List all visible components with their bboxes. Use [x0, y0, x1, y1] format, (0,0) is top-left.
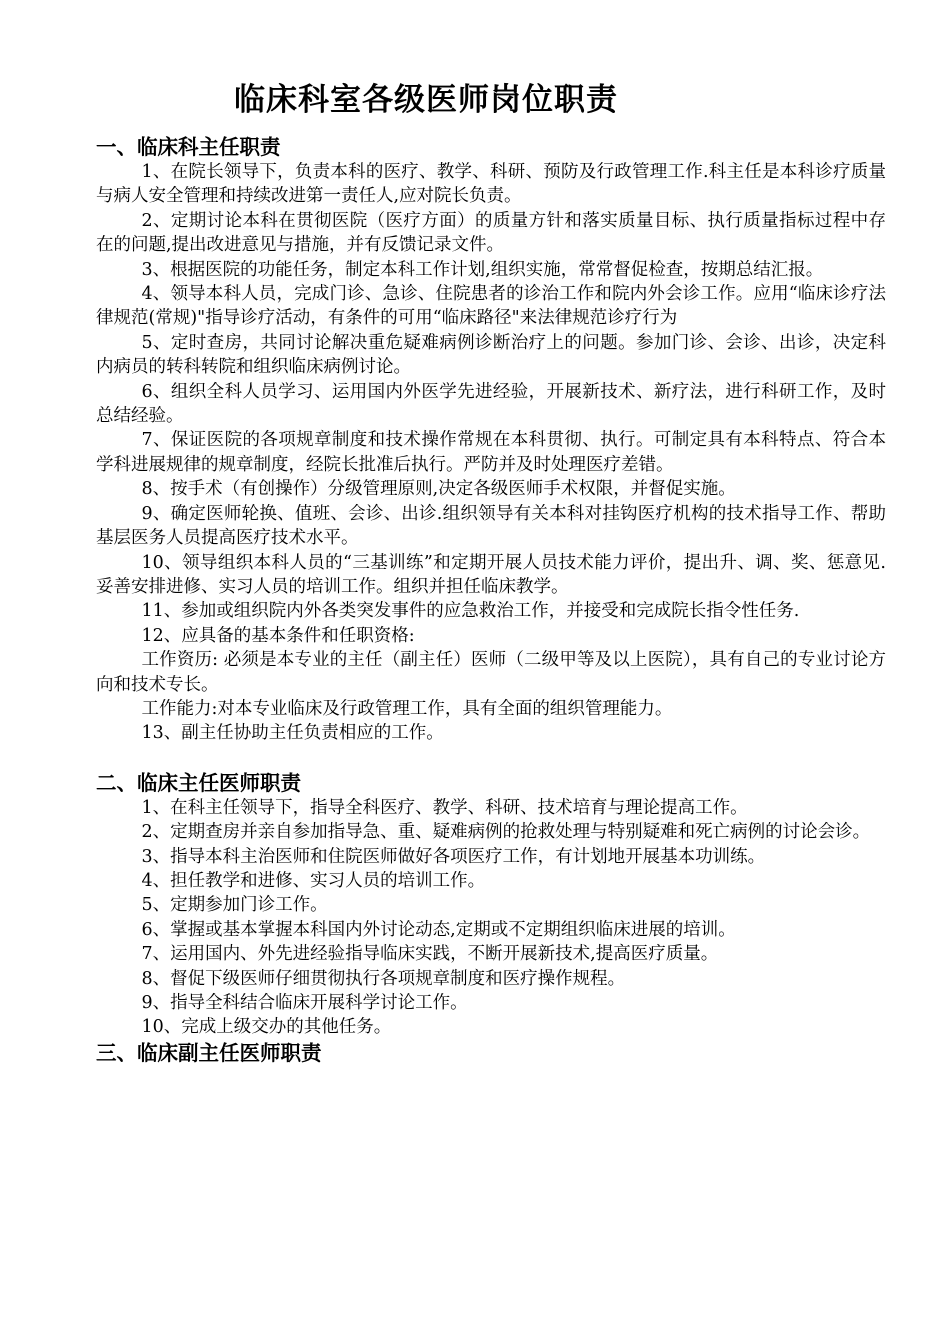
- paragraph: 8、按手术（有创操作）分级管理原则,决定各级医师手术权限，并督促实施。: [141, 479, 736, 500]
- paragraph: 8、督促下级医师仔细贯彻执行各项规章制度和医疗操作规程。: [141, 968, 626, 989]
- paragraph: 3、指导本科主治医师和住院医师做好各项医疗工作，有计划地开展基本功训练。: [141, 846, 766, 867]
- section-heading: 一、临床科主任职责: [96, 135, 281, 159]
- paragraph: 4、领导本科人员，完成门诊、急诊、住院患者的诊治工作和院内外会诊工作。应用“临床诊疗法律规范(常规)"指导诊疗活动，有条件的可用“临床路径"来法律规范诊疗行为: [96, 284, 886, 329]
- paragraph: 1、在院长领导下，负责本科的医疗、教学、科研、预防及行政管理工作.科主任是本科诊疗质量与病人安全管理和持续改进第一责任人,应对院长负责。: [96, 162, 886, 207]
- paragraph: 2、定期讨论本科在贯彻医院（医疗方面）的质量方针和落实质量目标、执行质量指标过程中存在的问题,提出改进意见与措施，并有反馈记录文件。: [96, 210, 886, 256]
- document-title: 临床科室各级医师岗位职责: [234, 82, 618, 118]
- section-director: [96, 134, 886, 746]
- section-heading: 二、临床主任医师职责: [96, 770, 301, 795]
- paragraph: 1、在科主任领导下，指导全科医疗、教学、科研、技术培育与理论提高工作。: [141, 797, 748, 818]
- paragraph: 9、指导全科结合临床开展科学讨论工作。: [141, 993, 468, 1013]
- section-spacer: [96, 746, 886, 770]
- section-chief-physician: [96, 770, 886, 1040]
- paragraph: 工作资历: 必须是本专业的主任（副主任）医师（二级甲等及以上医院），具有自己的专业讨论方向和技术专长。: [96, 650, 886, 695]
- section-heading: 三、临床副主任医师职责: [96, 1040, 322, 1065]
- paragraph: 10、领导组织本科人员的“三基训练”和定期开展人员技术能力评价，提出升、调、奖、惩意见.妥善安排进修、实习人员的培训工作。组织并担任临床教学。: [96, 552, 886, 597]
- paragraph: 5、定期参加门诊工作。: [141, 895, 328, 916]
- paragraph: 12、应具备的基本条件和任职资格:: [141, 625, 415, 646]
- paragraph: 9、确定医师轮换、值班、会诊、出诊.组织领导有关本科对挂钩医疗机构的技术指导工作、帮助基层医务人员提高医疗技术水平。: [96, 503, 886, 549]
- paragraph: 6、掌握或基本掌握本科国内外讨论动态,定期或不定期组织临床进展的培训。: [141, 919, 736, 940]
- paragraph: 6、组织全科人员学习、运用国内外医学先进经验，开展新技术、新疗法，进行科研工作，及时总结经验。: [96, 381, 886, 427]
- paragraph: 2、定期查房并亲自参加指导急、重、疑难病例的抢救处理与特别疑难和死亡病例的讨论会诊。: [141, 822, 871, 843]
- paragraph: 7、保证医院的各项规章制度和技术操作常规在本科贯彻、执行。可制定具有本科特点、符合本学科进展规律的规章制度，经院长批准后执行。严防并及时处理医疗差错。: [96, 430, 886, 475]
- paragraph: 11、参加或组织院内外各类突发事件的应急救治工作，并接受和完成院长指令性任务.: [141, 601, 800, 622]
- section-deputy-chief-physician: [96, 1040, 886, 1066]
- paragraph: 5、定时查房，共同讨论解决重危疑难病例诊断治疗上的问题。参加门诊、会诊、出诊，决定科内病员的转科转院和组织临床病例讨论。: [96, 332, 886, 378]
- document-page: [96, 78, 886, 1066]
- paragraph: 3、根据医院的功能任务，制定本科工作计划,组织实施，常常督促检查，按期总结汇报。: [141, 259, 824, 280]
- paragraph: 10、完成上级交办的其他任务。: [141, 1017, 392, 1038]
- paragraph: 7、运用国内、外先进经验指导临床实践，不断开展新技术,提高医疗质量。: [141, 944, 719, 965]
- paragraph: 4、担任教学和进修、实习人员的培训工作。: [141, 870, 486, 891]
- paragraph: 工作能力:对本专业临床及行政管理工作，具有全面的组织管理能力。: [141, 698, 673, 719]
- paragraph: 13、副主任协助主任负责相应的工作。: [141, 723, 444, 744]
